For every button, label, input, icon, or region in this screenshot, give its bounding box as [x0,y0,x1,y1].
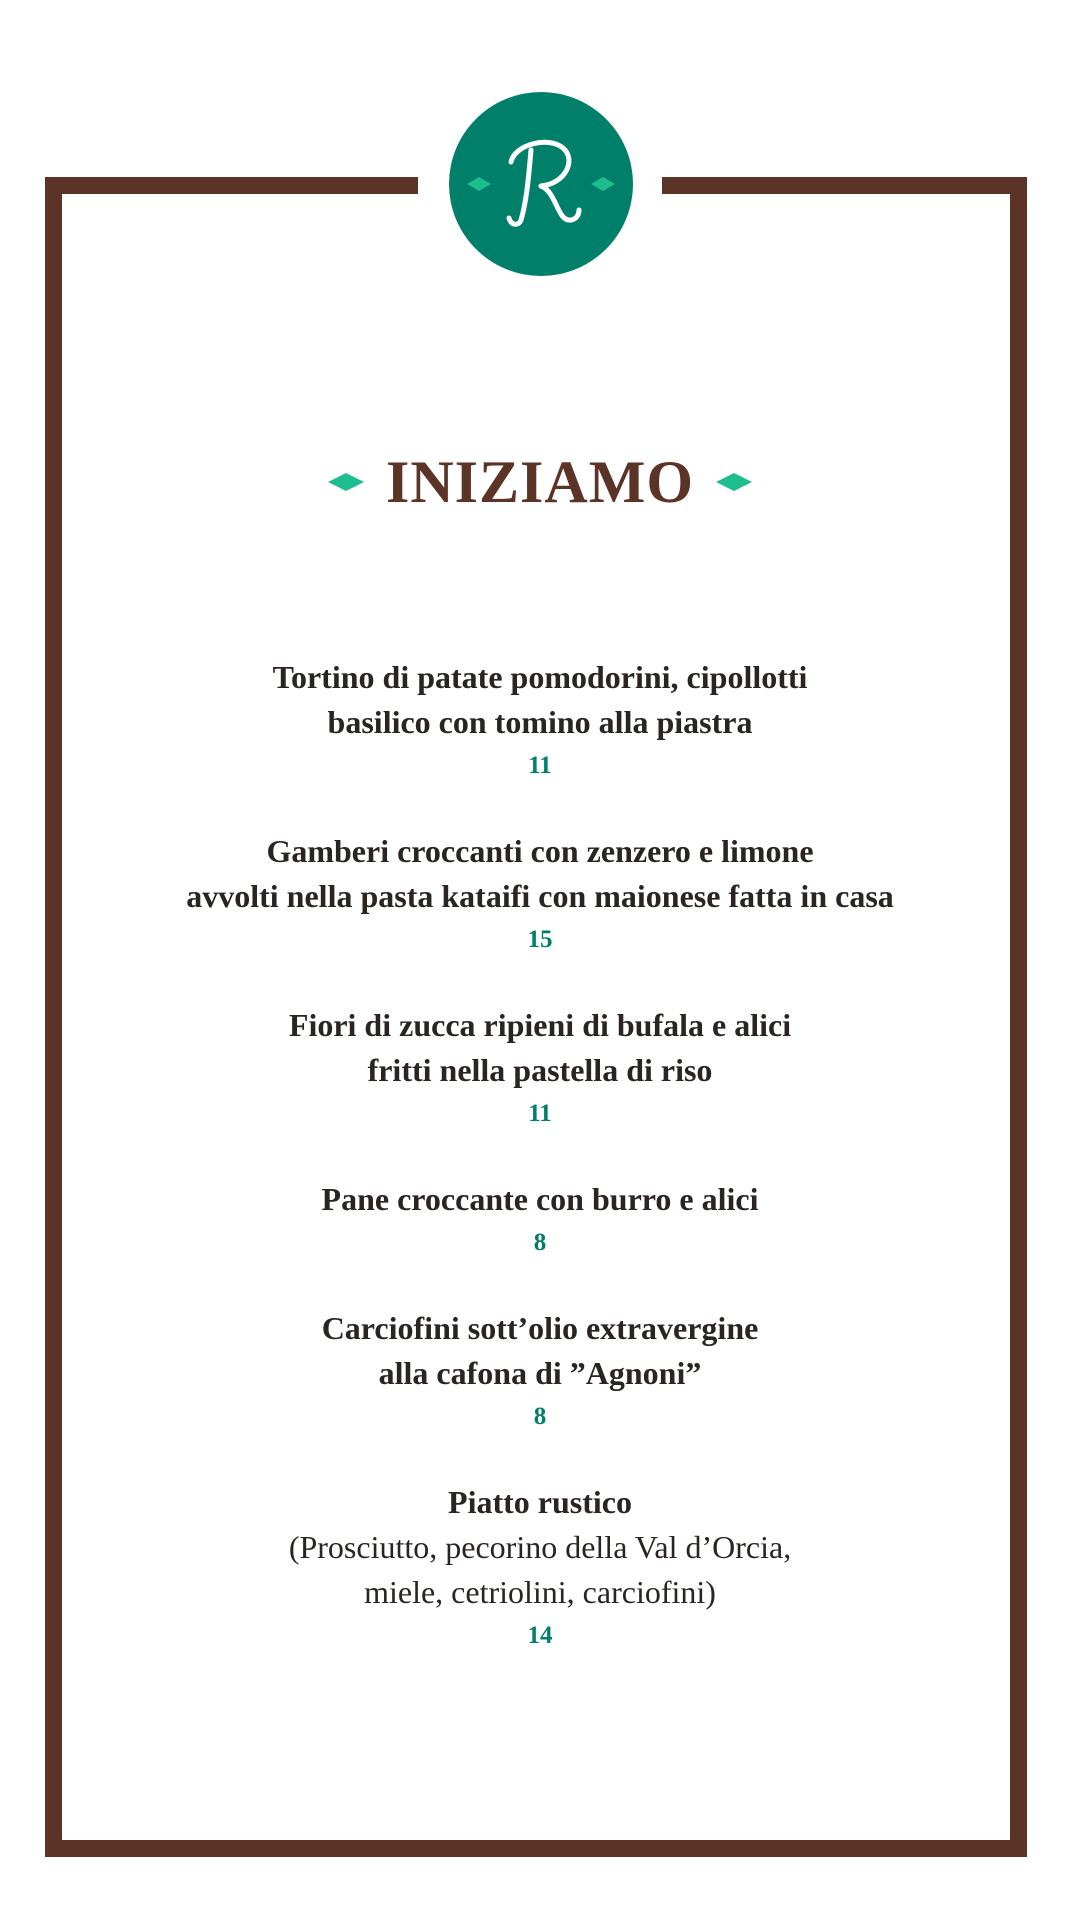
item-price: 11 [528,1100,552,1127]
diamond-left-icon [328,473,364,491]
item-name-line: Carciofini sott’olio extravergine [321,1310,759,1346]
logo-diamond-right-icon [591,177,615,191]
section-heading [0,442,1080,522]
item-price: 14 [527,1622,553,1649]
menu-item [100,1177,980,1264]
item-price: 15 [527,926,553,953]
diamond-right-icon [716,473,752,491]
logo-badge [449,92,633,276]
item-description-line: miele, cetriolini, carciofini) [364,1574,716,1610]
item-name-line: Piatto rustico [448,1484,632,1520]
item-description-line: (Prosciutto, pecorino della Val d’Orcia, [288,1529,792,1565]
item-name-line: alla cafona di ”Agnoni” [378,1355,702,1391]
item-price: 11 [528,752,552,779]
menu-item [100,655,980,787]
item-name-line: avvolti nella pasta kataifi con maionese fatta in casa [186,878,894,914]
menu-list [100,655,980,1699]
monogram-r-icon [449,92,633,276]
item-name-line: fritti nella pastella di riso [367,1052,713,1088]
item-name-line: basilico con tomino alla piastra [327,704,753,740]
menu-item [100,1480,980,1657]
menu-item [100,1306,980,1438]
item-price: 8 [533,1403,547,1430]
item-name-line: Tortino di patate pomodorini, cipollotti [272,659,808,695]
item-name-line: Pane croccante con burro e alici [321,1181,759,1217]
logo-diamond-left-icon [467,177,491,191]
section-title: INIZIAMO [385,449,695,515]
menu-item [100,1003,980,1135]
menu-item [100,829,980,961]
item-name-line: Fiori di zucca ripieni di bufala e alici [288,1007,792,1043]
item-price: 8 [533,1229,547,1256]
item-name-line: Gamberi croccanti con zenzero e limone [266,833,814,869]
